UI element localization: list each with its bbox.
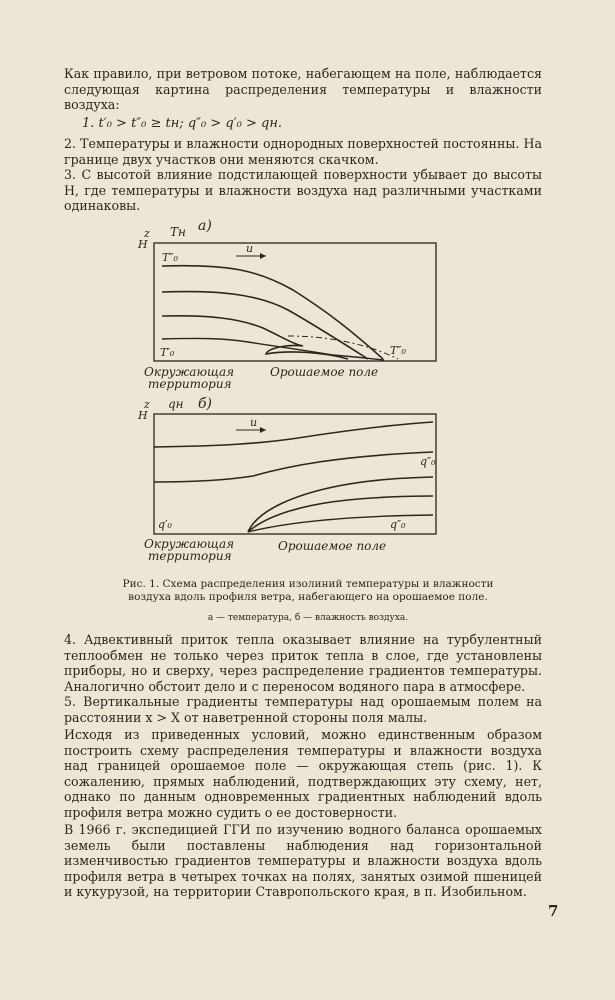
page-number: 7 [548, 902, 559, 920]
paragraph-4: 4. Адвективный приток тепла оказывает влияние на турбулентный теплообмен не только через приток тепла в слое, где установлены приборы, но и сверху, через распределение градиентов температуры. Аналогично обстоит дело и с переносом водяного пара в атмосфере. [64, 632, 542, 694]
fig-a-region-left-2: территория [148, 377, 232, 391]
fig-a-isoline-1 [162, 266, 383, 359]
fig-b-region-right: Орошаемое поле [278, 539, 387, 553]
fig-b-isoline-2 [154, 452, 433, 482]
fig-a-label-right-bottom: T″₀ [390, 344, 406, 357]
paragraph-5: 5. Вертикальные градиенты температуры над орошаемым полем на расстоянии x > X от наветренной стороны поля малы. [64, 694, 542, 725]
figure-a-temperature [128, 212, 458, 390]
figure-caption: Рис. 1. Схема распределения изолиний температуры и влажности воздуха вдоль профиля ветра, набегающего на орошаемое поле. [122, 578, 494, 603]
fig-b-axis-h: H [138, 409, 148, 422]
fig-b-label-right-mid: q″₀ [420, 455, 436, 468]
fig-b-top-label: qн [168, 397, 184, 411]
fig-a-wind-label: u [246, 242, 254, 255]
fig-b-region-left-2: территория [148, 549, 232, 563]
fig-a-region-right: Орошаемое поле [270, 365, 379, 379]
fig-b-isoline-1 [154, 422, 433, 447]
fig-b-panel-label: б) [198, 396, 213, 412]
fig-b-wind-label: u [250, 416, 258, 429]
fig-b-label-left-bottom: q′₀ [158, 518, 172, 531]
figure-legend: а — температура, б — влажность воздуха. [207, 613, 409, 623]
fig-a-label-left-top: T″₀ [162, 251, 178, 264]
fig-a-label-left-bottom: T′₀ [160, 346, 175, 359]
paragraph-7: В 1966 г. экспедицией ГГИ по изучению водного баланса орошаемых земель были поставлены наблюдения над горизонтальной изменчивостью градиентов температуры и влажности воздуха вдоль профиля ветра в четырех точках на полях, занятых озимой пшеницей и кукурузой, на территории Ставропольского края, в п. Изобильном. [64, 822, 542, 899]
paragraph-intro: Как правило, при ветровом потоке, набегающем на поле, наблюдается следующая картина распределения температуры и влажности воздуха: [64, 66, 542, 112]
fig-a-arrowhead [260, 253, 266, 259]
paragraph-3: 3. С высотой влияние подстилающей поверхности убывает до высоты H, где температуры и влажности воздуха над различными участками одинаковы. [64, 167, 542, 213]
fig-a-isoline-2 [162, 292, 368, 359]
fig-a-region-left-1: Окружающая [144, 365, 235, 379]
fig-a-axis-z: z [144, 227, 150, 240]
paragraph-6: Исходя из приведенных условий, можно единственным образом построить схему распределения температуры и влажности воздуха над границей орошаемое поле — окружающая степь (рис. 1). К сожалению, прямых наблюдений, подтверждающих эту схему, нет, однако по данным одновременных градиентных наблюдений вдоль профиля ветра можно судить о ее достоверности. [64, 727, 542, 820]
figure-b-humidity [128, 394, 458, 572]
paragraph-2: 2. Температуры и влажности однородных поверхностей постоянны. На границе двух участков они меняются скачком. [64, 136, 542, 167]
fig-b-axis-z: z [144, 398, 150, 411]
fig-b-arrowhead [260, 427, 266, 433]
fig-a-axis-h: H [138, 238, 148, 251]
fig-a-panel-label: а) [198, 218, 212, 234]
fig-b-label-right-bottom: q″₀ [390, 518, 406, 531]
formula-1: 1. t′₀ > t″₀ ≥ tн; q″₀ > q′₀ > qн. [82, 116, 283, 131]
fig-a-top-label: Tн [170, 225, 186, 239]
fig-b-region-left-1: Окружающая [144, 537, 235, 551]
